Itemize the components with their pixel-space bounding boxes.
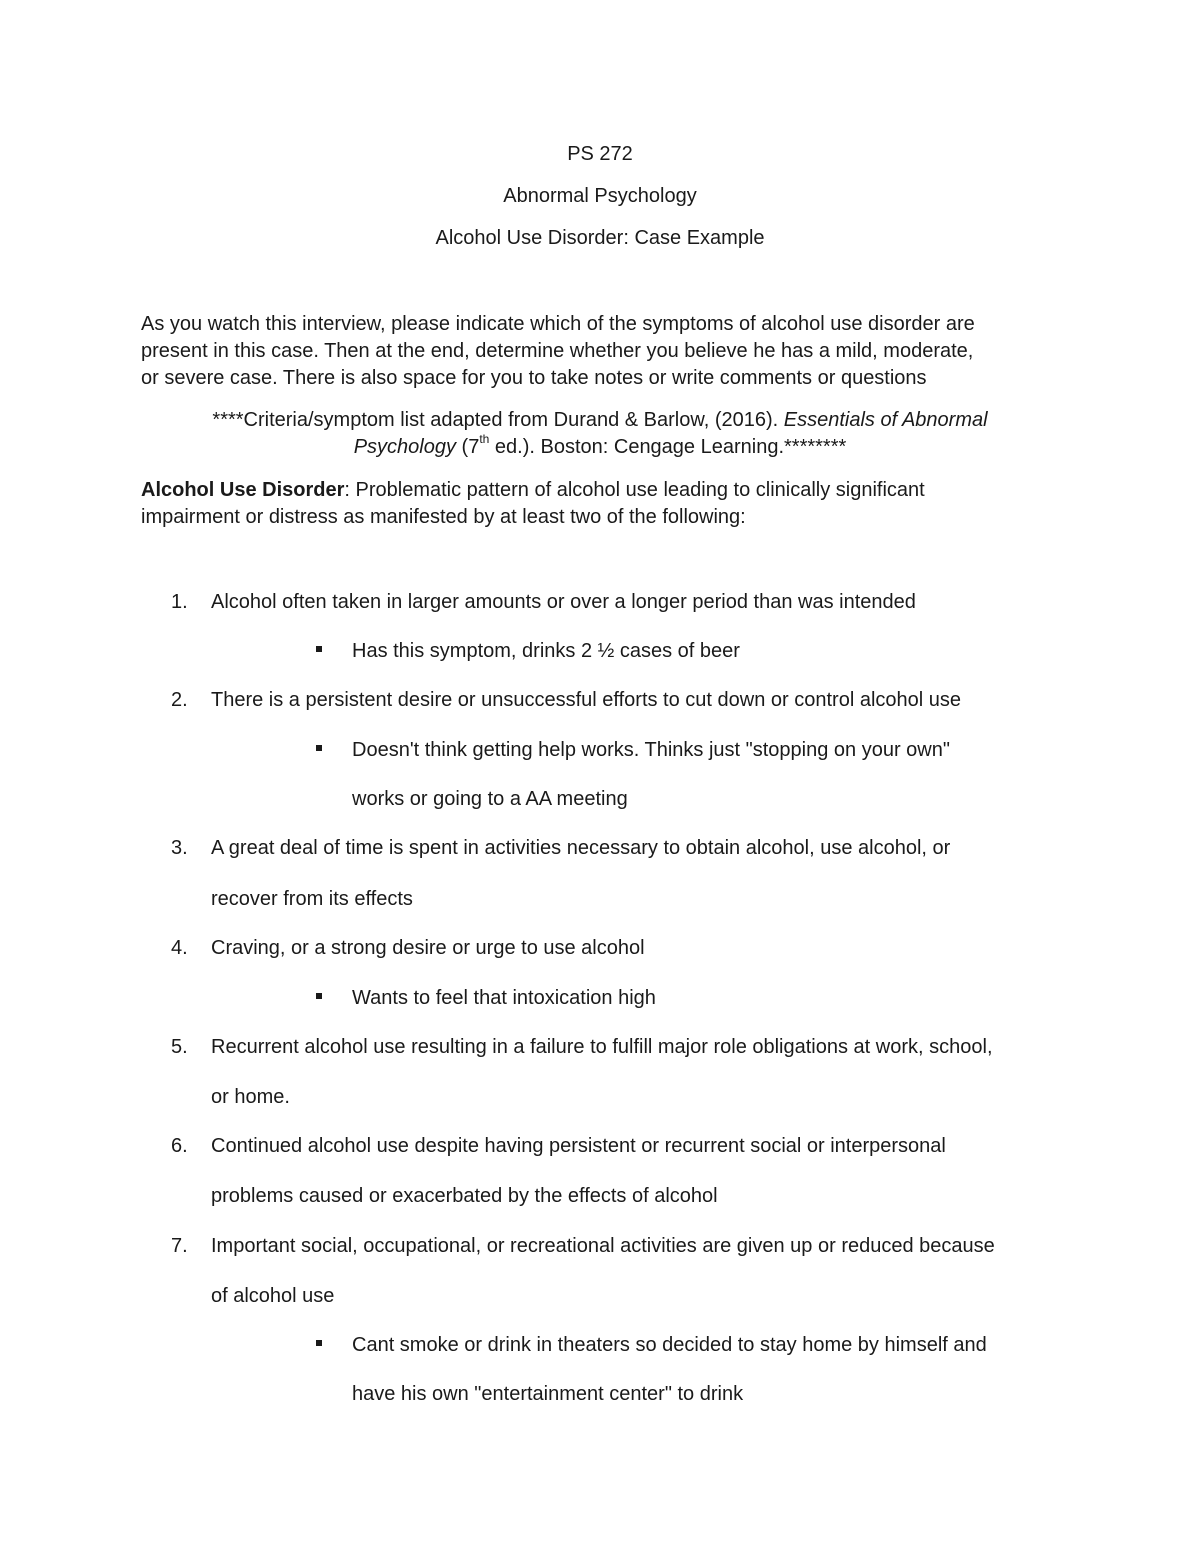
citation-edition: (7: [456, 436, 480, 458]
citation-line-2: [141, 434, 1059, 461]
criterion-note: Cant smoke or drink in theaters so decided to stay home by himself and: [352, 1334, 987, 1356]
definition-line-2: impairment or distress as manifested by at least two of the following:: [141, 506, 746, 528]
criterion-text-cont: or home.: [211, 1086, 290, 1108]
citation: [141, 407, 1059, 461]
criterion-note: Doesn't think getting help works. Thinks just "stopping on your own": [352, 739, 950, 761]
intro-paragraph: [141, 311, 1071, 392]
citation-line-1: [141, 407, 1059, 434]
criterion-text-cont: recover from its effects: [211, 888, 413, 910]
criterion-note-cont: have his own "entertainment center" to drink: [352, 1383, 744, 1405]
criterion-note: Has this symptom, drinks 2 ½ cases of beer: [352, 640, 740, 662]
criterion-text: Recurrent alcohol use resulting in a failure to fulfill major role obligations at work, school,: [211, 1036, 993, 1058]
criterion-text: Important social, occupational, or recreational activities are given up or reduced because: [211, 1235, 995, 1257]
citation-edition-sup: th: [479, 432, 490, 447]
criterion-text: Craving, or a strong desire or urge to use alcohol: [211, 937, 645, 959]
intro-line: or severe case. There is also space for you to take notes or write comments or questions: [141, 367, 927, 389]
definition-paragraph: [141, 477, 1071, 531]
criterion-text-cont: of alcohol use: [211, 1285, 335, 1307]
citation-prefix: ****Criteria/symptom list adapted from Durand & Barlow, (2016).: [212, 409, 784, 431]
criterion-number: 2.: [171, 689, 188, 711]
criterion-text: There is a persistent desire or unsuccessful efforts to cut down or control alcohol use: [211, 689, 962, 711]
criterion-number: 6.: [171, 1135, 188, 1157]
course-subject: Abnormal Psychology: [503, 185, 697, 207]
criterion-number: 3.: [171, 837, 188, 859]
definition-text: : Problematic pattern of alcohol use leading to clinically significant: [344, 479, 925, 501]
criterion-text-cont: problems caused or exacerbated by the effects of alcohol: [211, 1185, 718, 1207]
bullet-icon: [316, 639, 328, 663]
citation-book-title-cont: Psychology: [353, 436, 456, 458]
criterion-number: 5.: [171, 1036, 188, 1058]
intro-line: As you watch this interview, please indicate which of the symptoms of alcohol use disorder are: [141, 313, 975, 335]
criterion-text: A great deal of time is spent in activities necessary to obtain alcohol, use alcohol, or: [211, 837, 951, 859]
criterion-number: 1.: [171, 591, 188, 613]
citation-publisher: ed.). Boston: Cengage Learning.********: [489, 436, 847, 458]
criterion-note: Wants to feel that intoxication high: [352, 987, 656, 1009]
criterion-text: Alcohol often taken in larger amounts or over a longer period than was intended: [211, 591, 916, 613]
definition-line-1: [141, 477, 1071, 504]
criterion-note-cont: works or going to a AA meeting: [352, 788, 628, 810]
criterion-number: 7.: [171, 1235, 188, 1257]
definition-term: Alcohol Use Disorder: [141, 479, 345, 501]
course-code: PS 272: [567, 143, 633, 165]
bullet-icon: [316, 1333, 328, 1357]
intro-line: present in this case. Then at the end, determine whether you believe he has a mild, moderate,: [141, 340, 974, 362]
bullet-icon: [316, 986, 328, 1010]
bullet-icon: [316, 738, 328, 762]
citation-book-title: Essentials of Abnormal: [783, 409, 988, 431]
document-title: Alcohol Use Disorder: Case Example: [435, 227, 765, 249]
criterion-number: 4.: [171, 937, 188, 959]
criterion-text: Continued alcohol use despite having persistent or recurrent social or interpersonal: [211, 1135, 946, 1157]
